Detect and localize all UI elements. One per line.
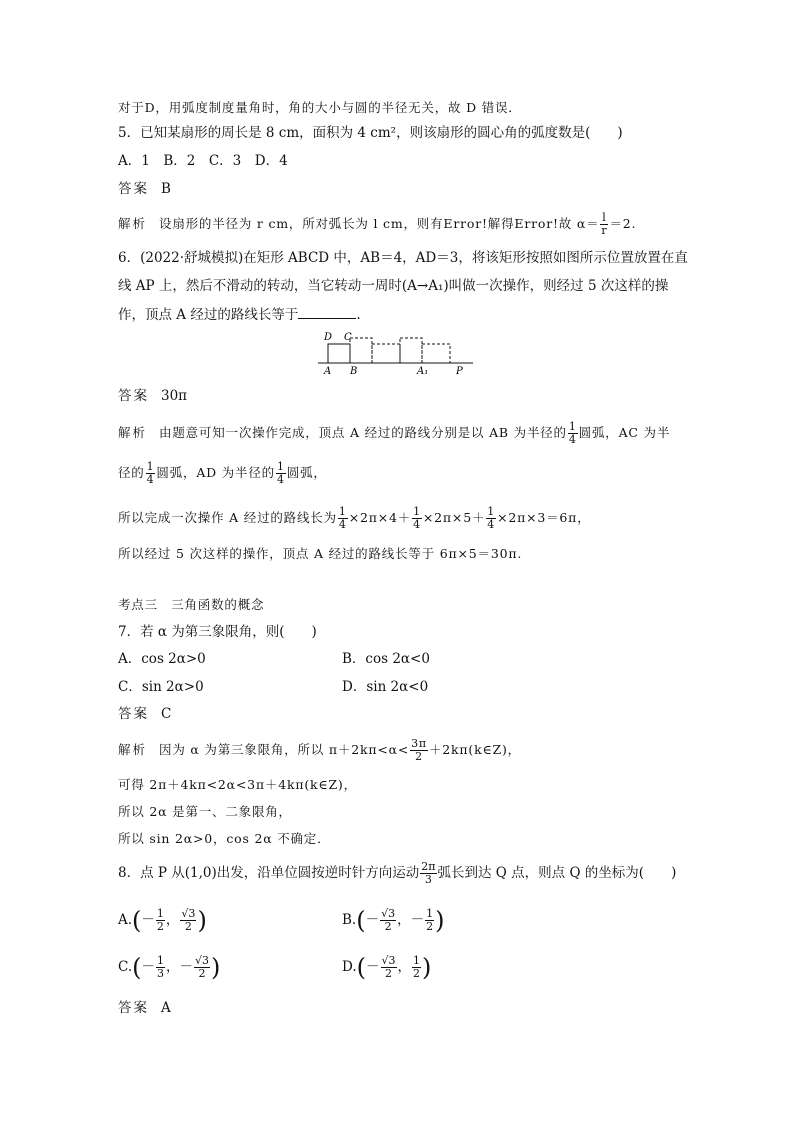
question-5: 5．已知某扇形的周长是 8 cm，面积为 4 cm²，则该扇形的圆心角的弧度数是( ) bbox=[118, 125, 623, 141]
answer-label: 答案 bbox=[118, 181, 149, 197]
option-7C: C．sin 2α>0 bbox=[118, 679, 204, 695]
figure-label-D: D bbox=[324, 332, 333, 343]
fraction: $\frac{l}{r}$ bbox=[601, 211, 608, 237]
explanation-7-line4: 所以 sin 2α>0，cos 2α 不确定． bbox=[118, 831, 331, 846]
figure-label-A1: A₁ bbox=[417, 366, 429, 376]
question-6-line2: 线 AP 上，然后不滑动的转动，当它转动一周时(A→A₁)叫做一次操作，则经过 5 次这样的操 bbox=[118, 278, 669, 294]
explanation-label: 解析 bbox=[118, 216, 148, 231]
explanation-6-line3: 所以完成一次操作 A 经过的路线长为 $\frac{1}{4}$ ×2π×4＋ $\frac{1}{4}$ ×2π×5＋ $\frac{1}{4}$ ×2π×3＝6π， bbox=[118, 505, 591, 531]
question-8: 8．点 P 从(1,0)出发，沿单位圆按逆时针方向运动 $\frac{2\pi}{3}$ 弧长到达 Q 点，则点 Q 的坐标为( ) bbox=[118, 860, 677, 886]
answer-blank bbox=[298, 304, 356, 319]
explanation-6-line2: 径的 $\frac{1}{4}$ 圆弧，AD 为半径的 $\frac{1}{4}$ 圆弧， bbox=[118, 460, 327, 486]
section-heading: 考点三 三角函数的概念 bbox=[118, 597, 265, 612]
option-7D: D．sin 2α<0 bbox=[342, 679, 429, 695]
explanation-7-line2: 可得 2π＋4kπ<2α<3π＋4kπ(k∈Z)， bbox=[118, 777, 357, 792]
figure-label-B: B bbox=[350, 366, 358, 376]
answer-6: 答案 30π bbox=[118, 388, 188, 404]
figure-label-P: P bbox=[456, 366, 463, 376]
explanation-6-line4: 所以经过 5 次这样的操作，顶点 A 经过的路线长等于 6π×5＝30π. bbox=[118, 546, 523, 561]
explanation-5: 解析 设扇形的半径为 r cm，所对弧长为 l cm，则有Error!解得Error!故 α＝ $\frac{l}{r}$ ＝2. bbox=[118, 211, 637, 237]
option-8B: B.(－ $\frac{√3}{2}$ ，－ $\frac{1}{2}$ ) bbox=[342, 906, 445, 935]
explanation-7-line1: 解析 因为 α 为第三象限角，所以 π＋2kπ<α< $\frac{3\pi}{2}$ ＋2kπ(k∈Z)， bbox=[118, 737, 521, 763]
option-7B: B．cos 2α<0 bbox=[342, 651, 430, 667]
answer-8: 答案 A bbox=[118, 1000, 171, 1016]
explanation-6-line1: 解析 由题意可知一次操作完成，顶点 A 经过的路线分别是以 AB 为半径的 $\frac{1}{4}$ 圆弧，AC 为半 bbox=[118, 420, 671, 446]
rectangle-rolling-figure bbox=[318, 328, 478, 376]
option-7A: A．cos 2α>0 bbox=[118, 651, 206, 667]
option-8C: C.(－ $\frac{1}{3}$ ，－ $\frac{√3}{2}$ ) bbox=[118, 953, 221, 982]
question-7: 7．若 α 为第三象限角，则( ) bbox=[118, 624, 317, 640]
question-6-line3: 作，顶点 A 经过的路线长等于 . bbox=[118, 304, 694, 325]
explanation-7-line3: 所以 2α 是第一、二象限角， bbox=[118, 804, 292, 819]
figure-label-A: A bbox=[324, 366, 332, 376]
option-8A: A.(－ $\frac{1}{2}$ ， $\frac{√3}{2}$ ) bbox=[118, 906, 207, 935]
answer-value: B bbox=[161, 181, 171, 197]
option-8D: D.(－ $\frac{√3}{2}$ ， $\frac{1}{2}$ ) bbox=[342, 953, 432, 982]
intro-line: 对于D，用弧度制度量角时，角的大小与圆的半径无关，故 D 错误． bbox=[118, 100, 522, 115]
answer-5 bbox=[118, 179, 694, 199]
answer-7: 答案 C bbox=[118, 706, 172, 722]
question-5-options: A．1 B．2 C．3 D．4 bbox=[118, 153, 288, 169]
figure-label-C: C bbox=[344, 332, 352, 343]
question-6-line1: 6．(2022·舒城模拟)在矩形 ABCD 中，AB＝4，AD＝3，将该矩形按照如图所示位置放置在直 bbox=[118, 250, 688, 266]
